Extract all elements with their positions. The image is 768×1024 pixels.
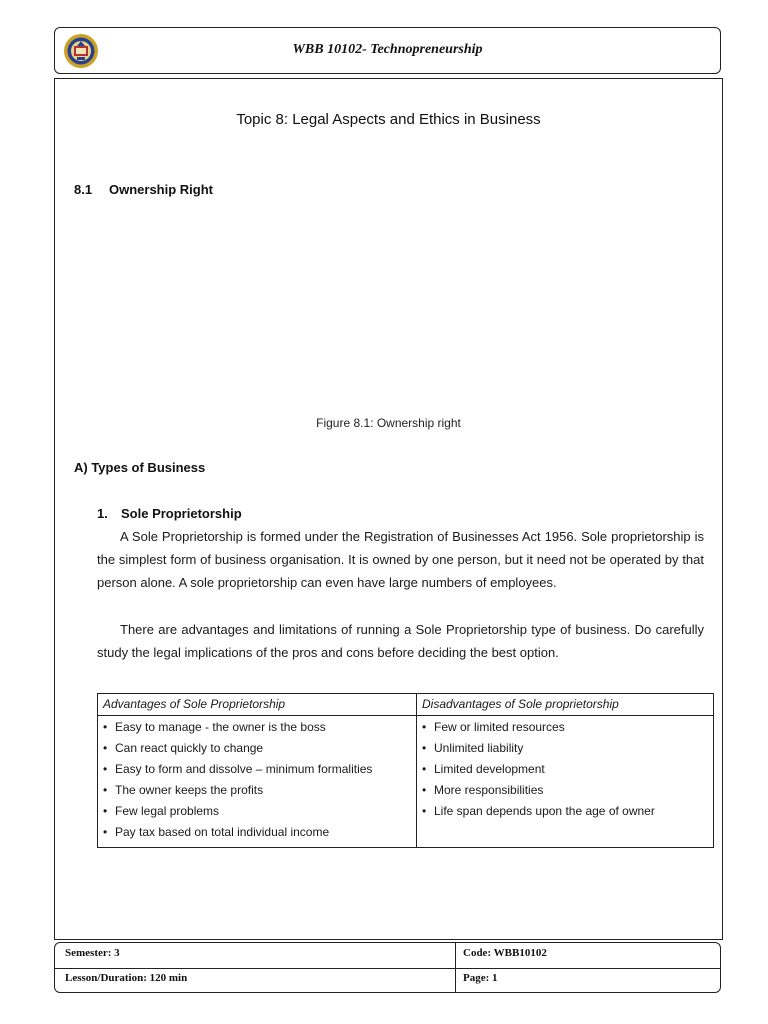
list-item: • Few legal problems — [98, 801, 416, 822]
section-title: Ownership Right — [109, 182, 213, 197]
list-item: • Can react quickly to change — [98, 738, 416, 759]
course-code-label: Code: WBB10102 — [463, 947, 547, 959]
advantages-cell — [98, 716, 417, 848]
figure-caption: Figure 8.1: Ownership right — [316, 416, 461, 430]
item-heading — [97, 506, 242, 521]
section-heading — [74, 182, 213, 197]
footer-divider — [455, 943, 456, 968]
figure-placeholder — [98, 205, 678, 405]
paragraph: A Sole Proprietorship is formed under the Registration of Businesses Act 1956. Sole proprietorship is the simplest form of business organisation. It is owned by one person, but it need not be operated by that person alone. A sole proprietorship can even have large numbers of employees. — [97, 529, 704, 590]
topic-title: Topic 8: Legal Aspects and Ethics in Business — [236, 111, 541, 128]
pros-cons-table — [97, 693, 714, 848]
page-header — [54, 27, 721, 74]
table-header-row — [98, 694, 714, 716]
footer-row — [55, 968, 720, 993]
paragraph: There are advantages and limitations of running a Sole Proprietorship type of business. Do carefully study the legal implications of the pros and cons before deciding the best option. — [97, 622, 704, 660]
course-title: WBB 10102- Technopreneurship — [292, 42, 483, 57]
item-number: 1. — [97, 506, 108, 521]
list-item: • Easy to form and dissolve – minimum formalities — [98, 759, 416, 780]
list-item: • Limited development — [417, 759, 713, 780]
semester-label: Semester: 3 — [65, 947, 120, 959]
list-item: • Unlimited liability — [417, 738, 713, 759]
item-title: Sole Proprietorship — [121, 506, 242, 521]
table-row — [98, 716, 714, 848]
footer-divider — [455, 968, 456, 993]
list-item: • Pay tax based on total individual income — [98, 822, 416, 843]
list-item: • Easy to manage - the owner is the boss — [98, 717, 416, 738]
list-item: • The owner keeps the profits — [98, 780, 416, 801]
list-item: • Life span depends upon the age of owner — [417, 801, 713, 822]
disadvantages-header: Disadvantages of Sole proprietorship — [417, 694, 714, 716]
section-number: 8.1 — [74, 182, 93, 197]
disadvantages-cell — [417, 716, 714, 848]
page-footer — [54, 942, 721, 993]
disadvantages-list — [417, 717, 713, 822]
duration-label: Lesson/Duration: 120 min — [65, 972, 188, 984]
footer-row — [55, 943, 720, 969]
advantages-header: Advantages of Sole Proprietorship — [98, 694, 417, 716]
page-number-label: Page: 1 — [463, 972, 498, 984]
list-item: • More responsibilities — [417, 780, 713, 801]
subsection-heading: A) Types of Business — [74, 460, 206, 475]
advantages-list — [98, 717, 416, 843]
list-item: • Few or limited resources — [417, 717, 713, 738]
